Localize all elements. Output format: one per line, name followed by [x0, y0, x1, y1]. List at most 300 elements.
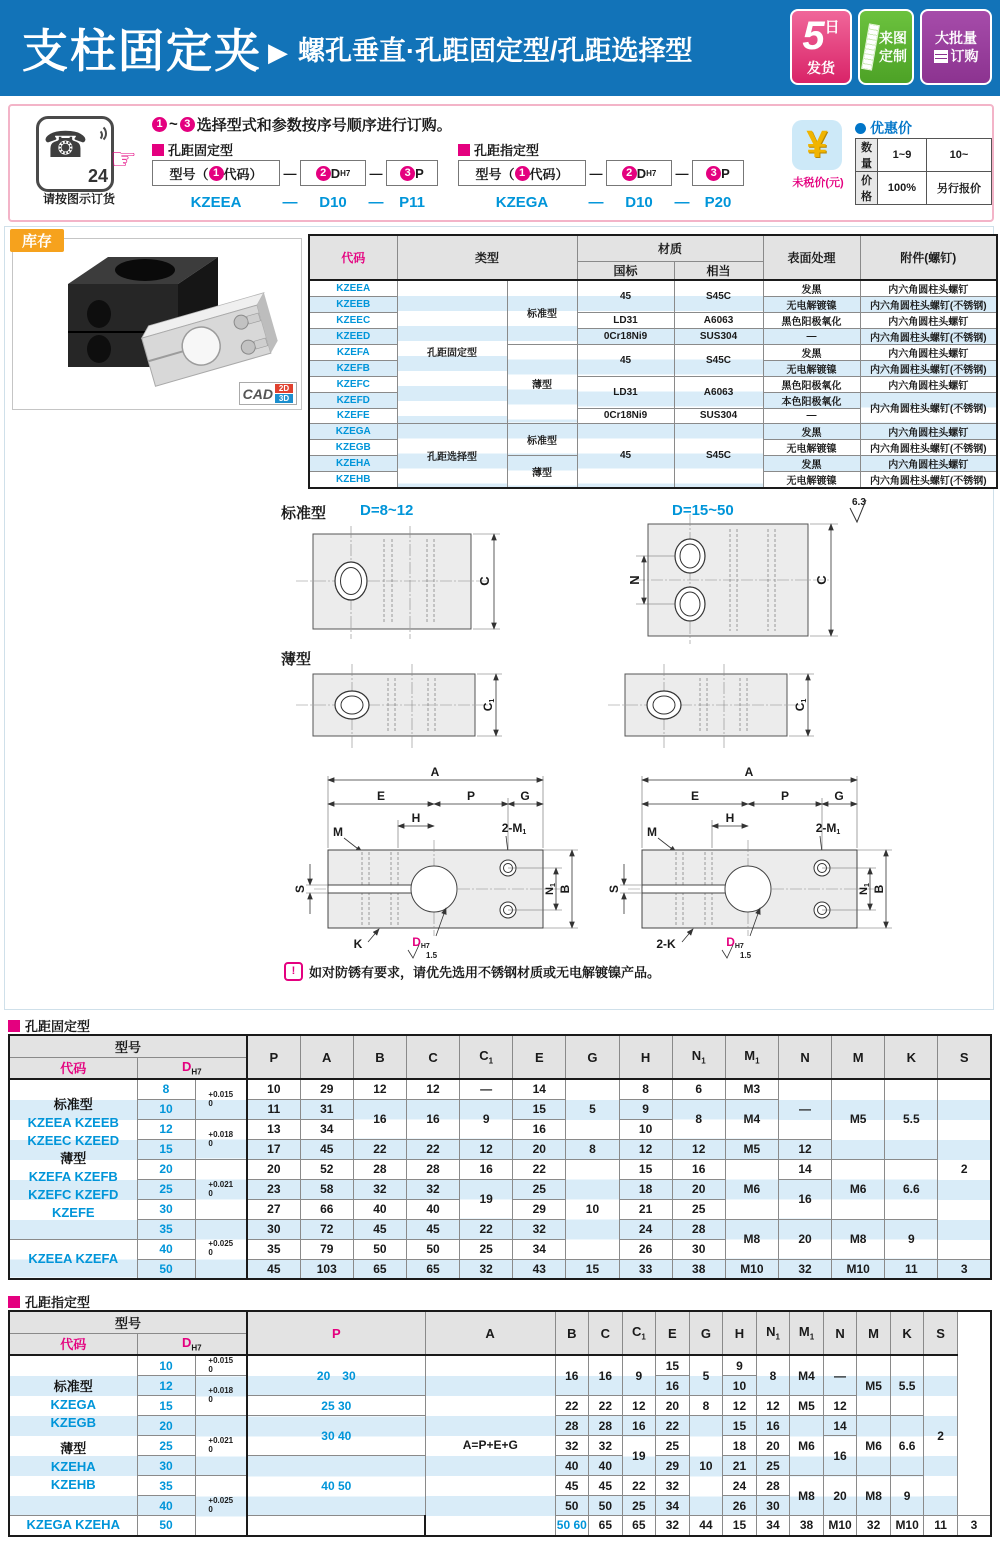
code-cell: KZEEB — [309, 296, 397, 312]
cell: — — [823, 1355, 857, 1396]
d-value: 12 — [137, 1376, 195, 1396]
d-value: 35 — [137, 1476, 195, 1496]
cell: M8 — [725, 1219, 778, 1259]
cell: 3 — [938, 1259, 991, 1279]
cell: M10 — [823, 1516, 857, 1536]
type-label: 标准型 — [53, 1097, 93, 1113]
cell: 25 — [672, 1199, 725, 1219]
cell: 28 — [353, 1159, 406, 1179]
model-codes: KZEEC KZEED — [27, 1133, 120, 1149]
model-codes: KZEFC KZEFD — [28, 1187, 119, 1203]
cell: 12 — [672, 1139, 725, 1159]
col-n1: $N_1$ — [756, 1311, 790, 1355]
cell: 34 — [756, 1516, 790, 1536]
col-m1: $M_1$ — [790, 1311, 824, 1355]
col-m: M — [832, 1035, 885, 1079]
d-value: 25 — [137, 1436, 195, 1456]
code-cell: KZEFE — [309, 408, 397, 423]
dim-e: E — [376, 789, 386, 803]
rust-note — [284, 962, 660, 981]
discount-price-text: 优惠价 — [870, 120, 912, 136]
col-e: E — [513, 1035, 566, 1079]
cell: 21 — [619, 1199, 672, 1219]
cell: 黑色阳极氧化 — [763, 312, 860, 328]
code-cell: KZEFB — [309, 360, 397, 376]
badge-custom-line2: 定制 — [879, 48, 907, 64]
note-text: 如对防锈有要求，请优先选用不锈钢材质或无电解镀镍产品。 — [309, 965, 661, 980]
cell: 66 — [300, 1199, 353, 1219]
model-codes: KZEHB — [50, 1476, 96, 1492]
cell: M4 — [725, 1099, 778, 1139]
box1-post: 代码） — [529, 166, 569, 182]
col-dh7: $D_{H7}$ — [137, 1333, 247, 1355]
cell: 8 — [619, 1079, 672, 1099]
dim-2m1: 2-M1 — [501, 821, 527, 836]
cell: A6063 — [674, 312, 763, 328]
cell: 发黑 — [763, 280, 860, 297]
cell: 33 — [619, 1259, 672, 1279]
p-options: 25 30 — [247, 1396, 425, 1416]
type-label: 薄型 — [60, 1440, 87, 1456]
col-gb-standard: 国标 — [577, 261, 674, 280]
example2-p: P20 — [704, 194, 732, 211]
cell: 20 — [778, 1219, 831, 1259]
group2-title-text: 孔距指定型 — [474, 143, 540, 158]
cell: 8 — [756, 1355, 790, 1396]
dim-c1: C1 — [793, 698, 808, 712]
cell: S45C — [674, 280, 763, 313]
t1-model-group — [9, 1079, 137, 1239]
cell: 8 — [689, 1396, 723, 1416]
cell: — — [778, 1079, 831, 1139]
title-arrow-icon: ▶ — [268, 36, 288, 67]
cell: — — [763, 408, 860, 423]
cell: 内六角圆柱头螺钉 — [860, 312, 997, 328]
cell: M4 — [790, 1355, 824, 1396]
product-photo — [12, 238, 302, 410]
cell: 45 — [589, 1476, 623, 1496]
dim-k: K — [353, 937, 363, 951]
badge-5day-top — [802, 16, 839, 56]
col-e: E — [656, 1311, 690, 1355]
finish-1-5: 1.5 — [740, 951, 752, 960]
cell: 16 — [778, 1179, 831, 1219]
cell: 16 — [406, 1099, 459, 1139]
box3-num: 3 — [400, 166, 415, 181]
cell: M6 — [725, 1159, 778, 1219]
cell: 40 — [353, 1199, 406, 1219]
cell: 22 — [656, 1416, 690, 1436]
cell: 0Cr18Ni9 — [577, 408, 674, 423]
cell: M8 — [790, 1476, 824, 1516]
col-g: G — [566, 1035, 619, 1079]
d-value: 50 — [137, 1259, 195, 1279]
cell: 79 — [300, 1239, 353, 1259]
type-group-cell: 孔距固定型 — [397, 280, 507, 424]
cell: 43 — [513, 1259, 566, 1279]
cell: 发黑 — [763, 344, 860, 360]
cell: 10 — [689, 1416, 723, 1516]
example2-code: KZEGA — [495, 194, 549, 211]
dim-b: B — [872, 884, 886, 894]
drawing-thin-left — [288, 664, 593, 764]
circle-number-3: 3 — [180, 117, 195, 132]
cell: 45 — [247, 1259, 300, 1279]
cell: 3 — [957, 1516, 991, 1536]
cell: 发黑 — [763, 455, 860, 471]
cell: 11 — [885, 1259, 938, 1279]
cell: 38 — [790, 1516, 824, 1536]
example1-code: KZEEA — [190, 194, 242, 211]
col-type: 类型 — [397, 235, 577, 280]
cell: 12 — [406, 1079, 459, 1099]
cell: 65 — [589, 1516, 623, 1536]
d-value: 25 — [137, 1179, 195, 1199]
dim-p: P — [780, 789, 790, 803]
col-k: K — [885, 1035, 938, 1079]
col-p: P — [247, 1311, 425, 1355]
dash: — — [675, 165, 689, 181]
discount-price-title — [855, 118, 912, 138]
box2-num: 2 — [316, 166, 331, 181]
phone-icon — [36, 116, 114, 192]
model-codes: KZEGA KZEHA — [26, 1517, 120, 1533]
cell: 26 — [619, 1239, 672, 1259]
code-cell: KZEEA — [309, 280, 397, 297]
a-formula: A=P+E+G — [425, 1355, 555, 1536]
cell: 无电解镀镍 — [763, 360, 860, 376]
cell: 22 — [460, 1219, 513, 1239]
cell: 23 — [247, 1179, 300, 1199]
cell: M5 — [725, 1139, 778, 1159]
qty-range-1: 1~9 — [878, 139, 927, 172]
section1-label — [8, 1016, 90, 1035]
page-banner — [0, 0, 1000, 96]
box1-pre: 型号（ — [169, 166, 209, 182]
cell: 16 — [555, 1355, 589, 1396]
cell: 14 — [778, 1159, 831, 1179]
box2-d: D — [330, 165, 341, 181]
d-value: 20 — [137, 1416, 195, 1436]
col-c: C — [406, 1035, 459, 1079]
model-codes: KZEFA KZEFB — [28, 1169, 118, 1185]
cell: 18 — [619, 1179, 672, 1199]
magenta-square-icon — [8, 1020, 20, 1032]
cell: 20 — [823, 1476, 857, 1516]
cell: 65 — [406, 1259, 459, 1279]
d-range-small: D=8~12 — [360, 502, 414, 519]
cell: 16 — [756, 1416, 790, 1436]
dim-c: C — [814, 575, 829, 585]
cell: 11 — [247, 1099, 300, 1119]
cell: 12 — [460, 1139, 513, 1159]
cell: 45 — [406, 1219, 459, 1239]
dash: — — [368, 194, 384, 211]
dash: — — [674, 194, 690, 211]
cell: M10 — [890, 1516, 924, 1536]
cell: 内六角圆柱头螺钉(不锈钢) — [860, 392, 997, 423]
dim-b: B — [558, 884, 572, 894]
dimension-drawing-selectable — [590, 760, 920, 960]
cell: 10 — [619, 1119, 672, 1139]
badge-bulk-order — [920, 9, 992, 85]
cell: 25 — [756, 1456, 790, 1476]
cell: M10 — [832, 1259, 885, 1279]
cell: LD31 — [577, 376, 674, 408]
cell: 25 — [656, 1436, 690, 1456]
cell: 16 — [656, 1376, 690, 1396]
t2-model-group — [9, 1355, 137, 1516]
type-label: 标准型 — [53, 1378, 93, 1394]
col-m: M — [857, 1311, 891, 1355]
cell: M6 — [832, 1159, 885, 1219]
cell: 5.5 — [885, 1079, 938, 1159]
cell: 11 — [924, 1516, 958, 1536]
cell: 13 — [247, 1119, 300, 1139]
dim-s: S — [607, 884, 621, 894]
cell: M6 — [857, 1416, 891, 1476]
cell: 20 — [672, 1179, 725, 1199]
cell: 29 — [656, 1456, 690, 1476]
magenta-square-icon — [8, 1296, 20, 1308]
cell: 22 — [406, 1139, 459, 1159]
dash: — — [283, 165, 297, 181]
cell: M5 — [857, 1355, 891, 1416]
yen-icon — [792, 120, 842, 170]
dim-dh7: DH7 — [412, 935, 430, 950]
price-2: 另行报价 — [927, 172, 992, 205]
cell: 5 — [689, 1355, 723, 1396]
cell: 45 — [577, 423, 674, 488]
subtype-cell: 标准型 — [507, 423, 577, 455]
badge-5day-label: 发货 — [807, 60, 835, 76]
dim-h: H — [725, 811, 735, 825]
cell: 8 — [672, 1099, 725, 1139]
t2-model-group-bottom — [9, 1516, 137, 1536]
signal-arc-large — [88, 124, 107, 143]
cell: 内六角圆柱头螺钉 — [860, 455, 997, 471]
cell: 29 — [300, 1079, 353, 1099]
dim-p: P — [466, 789, 476, 803]
col-dh7: $D_{H7}$ — [137, 1057, 247, 1079]
code-cell: KZEFA — [309, 344, 397, 360]
cell: 黑色阳极氧化 — [763, 376, 860, 392]
col-g: G — [689, 1311, 723, 1355]
cell: 20 — [756, 1436, 790, 1456]
magenta-square-icon — [458, 144, 470, 156]
cell: 40 — [555, 1456, 589, 1476]
magenta-square-icon — [152, 144, 164, 156]
cell: 28 — [672, 1219, 725, 1239]
box2-dsub: H7 — [340, 168, 351, 178]
cell: 45 — [300, 1139, 353, 1159]
cell: 10 — [247, 1079, 300, 1099]
cell: 65 — [353, 1259, 406, 1279]
cell: M10 — [725, 1259, 778, 1279]
badge-bulk-line2 — [934, 47, 979, 65]
cell: 50 — [353, 1239, 406, 1259]
col-n: N — [823, 1311, 857, 1355]
order-caption: 请按图示订货 — [42, 192, 115, 206]
cell: 12 — [353, 1079, 406, 1099]
p-options: 40 50 — [247, 1456, 425, 1516]
cad-logo — [239, 382, 297, 405]
example1-p: P11 — [399, 194, 425, 211]
badge-bulk-label: 订购 — [950, 48, 979, 64]
dim-c: C — [477, 576, 492, 586]
col-accessory: 附件(螺钉) — [860, 235, 997, 280]
cell: 内六角圆柱头螺钉(不锈钢) — [860, 296, 997, 312]
col-n: N — [778, 1035, 831, 1079]
specified-pitch-table — [8, 1310, 992, 1537]
col-b: B — [555, 1311, 589, 1355]
price-table — [855, 138, 992, 205]
cell: 28 — [756, 1476, 790, 1496]
tolerance: +0.018 0 — [195, 1119, 247, 1159]
col-code: 代码 — [309, 235, 397, 280]
cell: 6 — [672, 1079, 725, 1099]
cell: 34 — [656, 1496, 690, 1516]
cell: 5.5 — [890, 1355, 924, 1416]
example2-d: D10 — [625, 194, 653, 211]
cell: 20 — [656, 1396, 690, 1416]
col-material: 材质 — [577, 235, 763, 261]
col-b: B — [353, 1035, 406, 1079]
cell: 22 — [555, 1396, 589, 1416]
d-value: 40 — [137, 1239, 195, 1259]
cell: 10 — [566, 1159, 619, 1259]
d-range-large: D=15~50 — [672, 502, 734, 519]
cell: 32 — [778, 1259, 831, 1279]
page-title: 支柱固定夹 — [22, 25, 262, 77]
price-1: 100% — [878, 172, 927, 205]
dash: — — [589, 165, 603, 181]
cell: 28 — [589, 1416, 623, 1436]
col-h: H — [723, 1311, 757, 1355]
dim-n1: N1 — [544, 883, 557, 895]
cell: SUS304 — [674, 328, 763, 344]
blue-dot-icon — [855, 123, 866, 134]
cell: 内六角圆柱头螺钉(不锈钢) — [860, 360, 997, 376]
dim-h: H — [411, 811, 421, 825]
section2-text: 孔距指定型 — [25, 1295, 91, 1310]
code-cell: KZEHA — [309, 455, 397, 471]
cad-2d3d — [275, 384, 293, 403]
subtype-cell: 薄型 — [507, 455, 577, 488]
cell: 32 — [353, 1179, 406, 1199]
d-value: 50 — [137, 1516, 195, 1536]
code-cell: KZEFC — [309, 376, 397, 392]
cad-2d-tag: 2D — [275, 384, 293, 393]
circle-number-1: 1 — [152, 117, 167, 132]
cell: 35 — [247, 1239, 300, 1259]
code-cell: KZEFD — [309, 392, 397, 408]
tolerance: +0.018 0 — [195, 1376, 247, 1416]
tolerance: +0.025 0 — [195, 1219, 247, 1279]
model-codes: KZEEA KZEFA — [28, 1250, 119, 1266]
price-header: 价格 — [856, 172, 878, 205]
p-options: 50 60 — [555, 1516, 589, 1536]
col-a: A — [300, 1035, 353, 1079]
page-subtitle: 螺孔垂直·孔距固定型/孔距选择型 — [298, 35, 693, 66]
cell: 2 — [924, 1355, 958, 1516]
dim-2m1: 2-M1 — [815, 821, 841, 836]
cell: 16 — [672, 1159, 725, 1179]
p-box — [386, 160, 438, 186]
cell: — — [763, 328, 860, 344]
cell: 内六角圆柱头螺钉 — [860, 344, 997, 360]
p-box — [692, 160, 744, 186]
cell: — — [460, 1079, 513, 1099]
fixed-pitch-table — [8, 1034, 992, 1280]
cell: 无电解镀镍 — [763, 296, 860, 312]
cell: 50 — [555, 1496, 589, 1516]
subtype-cell: 薄型 — [507, 344, 577, 423]
code-cell: KZEGA — [309, 423, 397, 439]
cell: 30 — [247, 1219, 300, 1239]
cell: SUS304 — [674, 408, 763, 423]
dimension-drawing-fixed — [276, 760, 606, 960]
note-icon: ! — [284, 962, 303, 981]
cad-3d-tag: 3D — [275, 394, 293, 403]
d-value: 30 — [137, 1456, 195, 1476]
cell: 58 — [300, 1179, 353, 1199]
stock-badge: 库存 — [10, 229, 64, 252]
cell: 20 — [247, 1159, 300, 1179]
box2-num: 2 — [622, 166, 637, 181]
cell: 无电解镀镍 — [763, 471, 860, 488]
cell: M6 — [790, 1416, 824, 1476]
dim-g: G — [520, 789, 530, 803]
dim-s: S — [293, 884, 307, 894]
ordering-section — [8, 104, 994, 222]
section1-text: 孔距固定型 — [25, 1019, 91, 1034]
cell: 22 — [589, 1396, 623, 1416]
dim-e: E — [690, 789, 700, 803]
box2-dsub: H7 — [646, 168, 657, 178]
dim-n1: N1 — [858, 883, 871, 895]
cell: 9 — [890, 1476, 924, 1516]
dim-m: M — [333, 825, 343, 839]
drawing-standard-large — [600, 514, 900, 646]
cell: 内六角圆柱头螺钉(不锈钢) — [860, 439, 997, 455]
col-model: 型号 — [9, 1035, 247, 1057]
subtype-cell: 标准型 — [507, 280, 577, 345]
cell: 16 — [589, 1355, 623, 1396]
pointing-hand-icon: ☞ — [110, 143, 137, 176]
cell: 12 — [622, 1396, 656, 1416]
cell: 5 — [566, 1079, 619, 1139]
group1-format — [152, 160, 438, 186]
cell: 22 — [353, 1139, 406, 1159]
group2-example — [458, 194, 744, 211]
col-c1: $C_1$ — [460, 1035, 513, 1079]
cell: 25 — [460, 1239, 513, 1259]
cell: 32 — [513, 1219, 566, 1239]
d-value: 10 — [137, 1099, 195, 1119]
cell: 27 — [247, 1199, 300, 1219]
col-n1: $N_1$ — [672, 1035, 725, 1079]
cell: 12 — [778, 1139, 831, 1159]
model-codes: KZEFE — [51, 1205, 95, 1221]
cell: 14 — [823, 1416, 857, 1436]
cell: M3 — [725, 1079, 778, 1099]
group1-title — [152, 140, 233, 159]
example1-d: D10 — [319, 194, 347, 211]
tolerance: +0.015 0 — [195, 1355, 247, 1376]
cell: 44 — [689, 1516, 723, 1536]
col-code: 代码 — [9, 1333, 137, 1355]
